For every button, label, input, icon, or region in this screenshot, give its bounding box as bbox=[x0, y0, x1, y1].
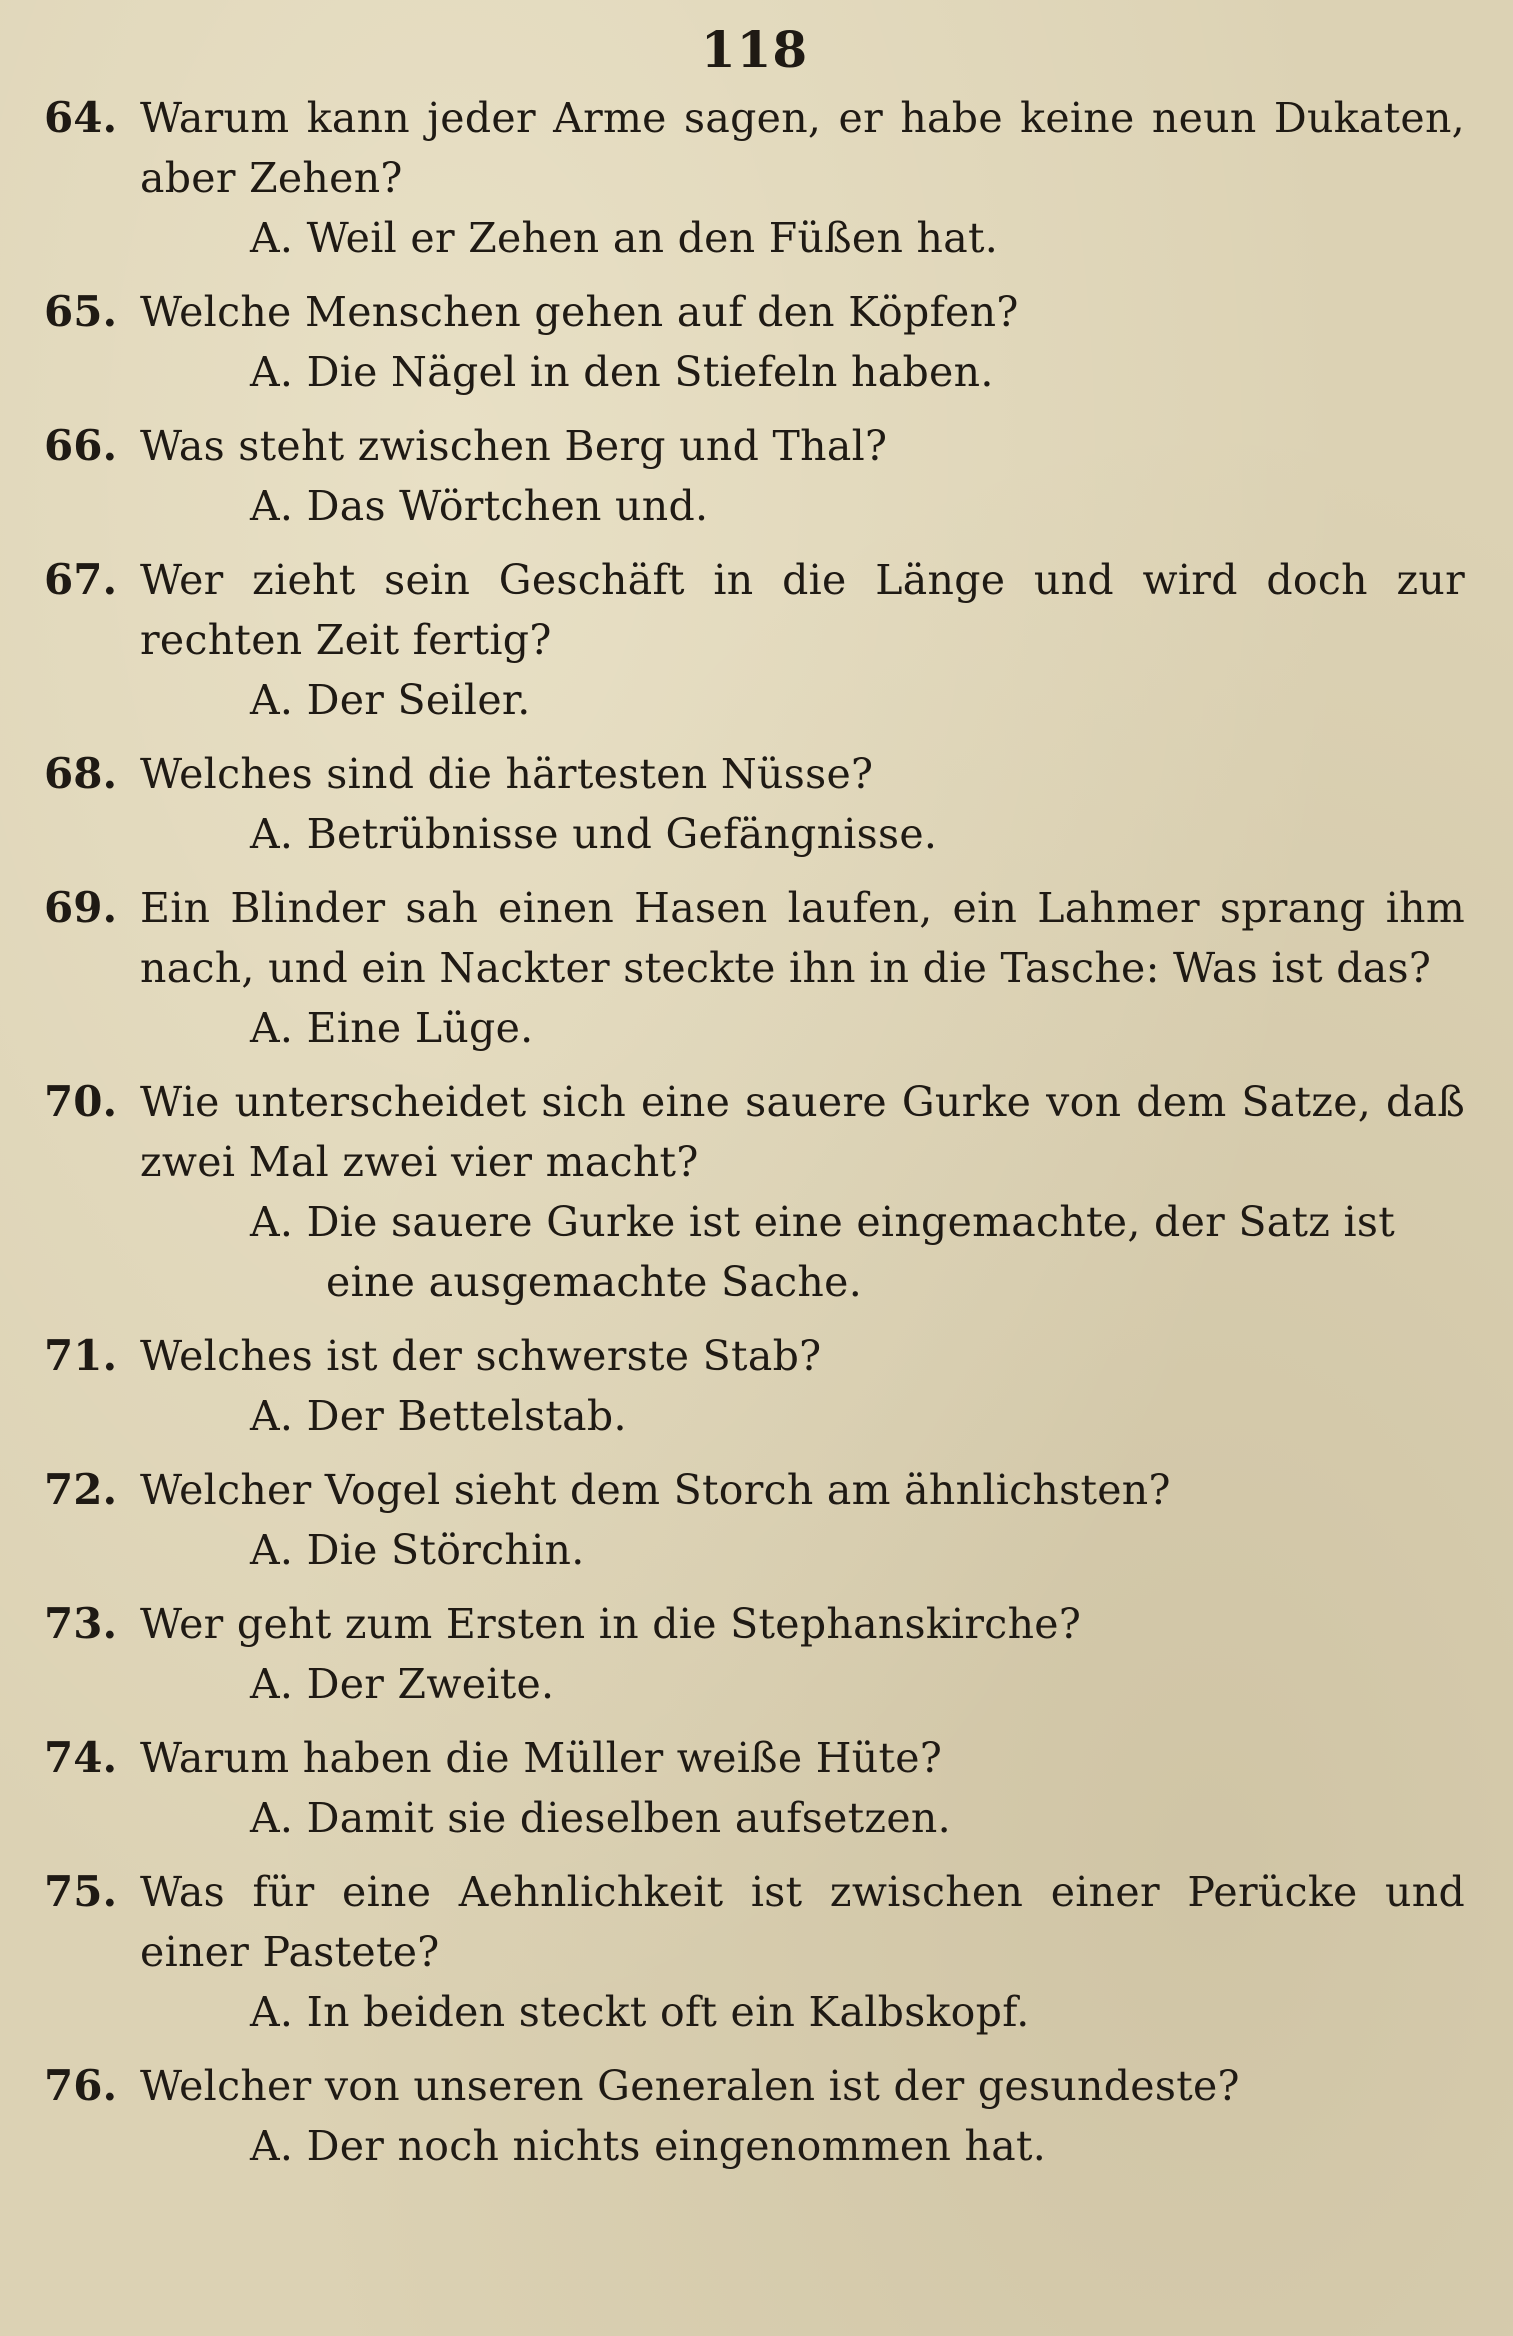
riddle-item bbox=[44, 550, 1465, 730]
riddle-answer: A. Damit sie dieselben aufsetzen. bbox=[250, 1794, 951, 1842]
riddle-number: 76. bbox=[44, 2061, 118, 2110]
riddle-question: Welches ist der schwerste Stab? bbox=[140, 1332, 822, 1380]
riddle-number: 66. bbox=[44, 421, 118, 470]
riddle-question: Warum haben die Müller weiße Hüte? bbox=[140, 1734, 943, 1782]
riddle-number: 67. bbox=[44, 555, 118, 604]
riddle-answer: A. Der noch nichts eingenommen hat. bbox=[250, 2122, 1047, 2170]
riddle-item bbox=[44, 1862, 1465, 2042]
riddle-answer: A. Der Bettelstab. bbox=[250, 1392, 627, 1440]
riddle-number: 68. bbox=[44, 749, 118, 798]
riddle-question: Welches sind die härtesten Nüsse? bbox=[140, 750, 874, 798]
riddle-answer: A. Die Nägel in den Stiefeln haben. bbox=[250, 348, 994, 396]
riddle-answer: A. Eine Lüge. bbox=[250, 1004, 534, 1052]
riddle-number: 69. bbox=[44, 883, 118, 932]
riddle-item bbox=[44, 1326, 1465, 1446]
riddle-answer: A. Betrübnisse und Gefängnisse. bbox=[250, 810, 938, 858]
riddle-question: Wer zieht sein Geschäft in die Länge und wird doch zur rechten Zeit fertig? bbox=[140, 556, 1465, 664]
riddle-number: 64. bbox=[44, 93, 118, 142]
riddle-answer: A. Die sauere Gurke ist eine eingemachte, der Satz ist eine ausgemachte Sache. bbox=[250, 1198, 1396, 1306]
riddle-number: 72. bbox=[44, 1465, 118, 1514]
riddle-item bbox=[44, 744, 1465, 864]
riddle-item bbox=[44, 416, 1465, 536]
riddle-item bbox=[44, 2056, 1465, 2176]
riddle-question: Wer geht zum Ersten in die Stephanskirche? bbox=[140, 1600, 1082, 1648]
riddle-question: Ein Blinder sah einen Hasen laufen, ein Lahmer sprang ihm nach, und ein Nackter steckte ihn in die Tasche: Was ist das? bbox=[140, 884, 1465, 992]
riddle-item bbox=[44, 1728, 1465, 1848]
riddle-item bbox=[44, 88, 1465, 268]
riddle-answer: A. Weil er Zehen an den Füßen hat. bbox=[250, 214, 999, 262]
riddle-answer: A. Der Seiler. bbox=[250, 676, 531, 724]
riddle-question: Welche Menschen gehen auf den Köpfen? bbox=[140, 288, 1019, 336]
riddle-item bbox=[44, 878, 1465, 1058]
riddle-question: Welcher Vogel sieht dem Storch am ähnlichsten? bbox=[140, 1466, 1171, 1514]
page-number: 118 bbox=[700, 20, 809, 79]
riddle-question: Warum kann jeder Arme sagen, er habe keine neun Dukaten, aber Zehen? bbox=[140, 94, 1465, 202]
riddle-answer: A. Der Zweite. bbox=[250, 1660, 555, 1708]
riddle-question: Was steht zwischen Berg und Thal? bbox=[140, 422, 888, 470]
riddle-question: Was für eine Aehnlichkeit ist zwischen einer Perücke und einer Pastete? bbox=[140, 1868, 1465, 1976]
riddle-number: 70. bbox=[44, 1077, 118, 1126]
riddle-answer: A. In beiden steckt oft ein Kalbskopf. bbox=[250, 1988, 1030, 2036]
riddle-item bbox=[44, 1072, 1465, 1312]
riddle-number: 74. bbox=[44, 1733, 118, 1782]
riddle-number: 75. bbox=[44, 1867, 118, 1916]
riddle-item bbox=[44, 1460, 1465, 1580]
riddle-answer: A. Die Störchin. bbox=[250, 1526, 585, 1574]
riddle-question: Welcher von unseren Generalen ist der gesundeste? bbox=[140, 2062, 1240, 2110]
riddle-answer: A. Das Wörtchen und. bbox=[250, 482, 709, 530]
riddle-question: Wie unterscheidet sich eine sauere Gurke von dem Satze, daß zwei Mal zwei vier macht? bbox=[140, 1078, 1465, 1186]
riddle-number: 65. bbox=[44, 287, 118, 336]
riddle-item bbox=[44, 1594, 1465, 1714]
riddle-number: 71. bbox=[44, 1331, 118, 1380]
riddle-list bbox=[44, 88, 1465, 2176]
riddle-number: 73. bbox=[44, 1599, 118, 1648]
riddle-item bbox=[44, 282, 1465, 402]
